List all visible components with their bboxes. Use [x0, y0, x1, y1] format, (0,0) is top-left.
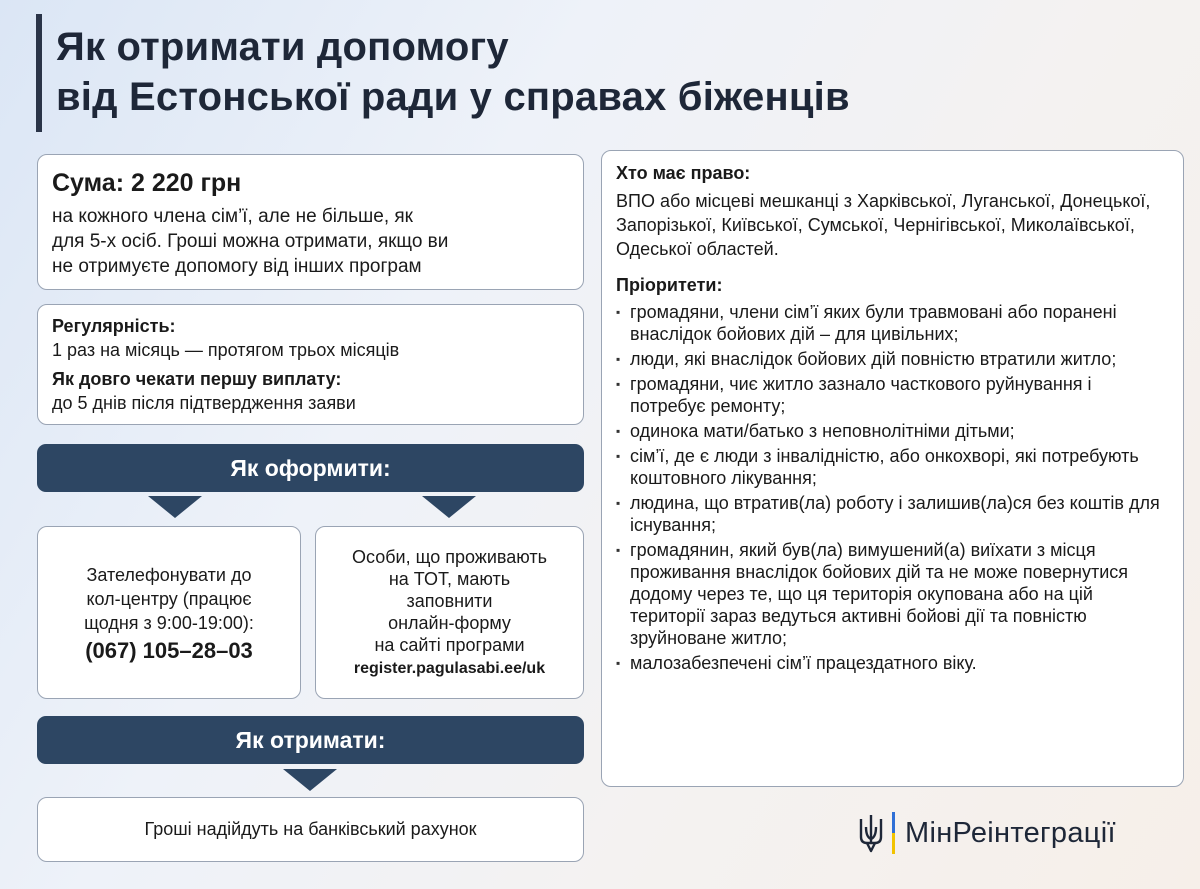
- tot-line2: на ТОТ, мають: [388, 568, 511, 589]
- wait-label: Як довго чекати першу виплату:: [52, 369, 342, 389]
- arrow-down-icon: [422, 496, 476, 518]
- amount-title: Сума: 2 220 грн: [52, 169, 242, 197]
- wait-value: до 5 днів після підтвердження заяви: [52, 393, 356, 413]
- page-title-line1: Як отримати допомогу: [56, 25, 509, 69]
- tot-line5: на сайті програми: [374, 634, 525, 655]
- regularity-value: 1 раз на місяць — протягом трьох місяців: [52, 340, 400, 360]
- priorities-title: Пріоритети:: [616, 275, 723, 295]
- tot-line4: онлайн-форму: [388, 612, 511, 633]
- list-item: ▪ сім’ї, де є люди з інвалідністю, або онкохворі, які потребують коштовного лікування;: [616, 445, 1169, 489]
- list-item: ▪ людина, що втратив(ла) роботу і залишив(ла)ся без коштів для існування;: [616, 492, 1169, 536]
- regularity-label: Регулярність:: [52, 316, 176, 336]
- eligibility-card: [601, 150, 1184, 787]
- eligibility-title: Хто має право:: [616, 163, 751, 183]
- ministry-name: МінРеінтеграції: [905, 816, 1116, 849]
- apply-banner: Як оформити:: [37, 444, 584, 492]
- arrow-down-icon: [283, 769, 337, 791]
- page-title-line2: від Естонської ради у справах біженців: [56, 75, 850, 119]
- list-item: ▪ люди, які внаслідок бойових дій повністю втратили житло;: [616, 348, 1169, 370]
- online-form-card: [315, 526, 584, 699]
- amount-line2: для 5-х осіб. Гроші можна отримати, якщо ви: [52, 231, 449, 252]
- amount-line1: на кожного члена сім’ї, але не більше, як: [52, 206, 413, 227]
- page-title: [56, 22, 850, 122]
- money-text: Гроші надійдуть на банківський рахунок: [144, 819, 477, 839]
- amount-line3: не отримуєте допомогу від інших програм: [52, 256, 422, 277]
- list-item: ▪ громадяни, члени сім’ї яких були травмовані або поранені внаслідок бойових дій – для цивільних;: [616, 301, 1169, 345]
- amount-card: [37, 154, 584, 290]
- title-accent-bar: [36, 14, 42, 132]
- program-website-link[interactable]: register.pagulasabi.ee/uk: [353, 659, 546, 677]
- regularity-card: [37, 304, 584, 425]
- eligibility-text: ВПО або місцеві мешканці з Харківської, Луганської, Донецької, Запорізької, Київської, Сумської, Чернігівської, Миколаївської, Одеської областей.: [616, 191, 1151, 259]
- list-item: ▪ малозабезпечені сім’ї працездатного віку.: [616, 652, 1169, 674]
- tot-line1: Особи, що проживають: [352, 546, 547, 567]
- list-item: ▪ громадяни, чиє житло зазнало часткового руйнування і потребує ремонту;: [616, 373, 1169, 417]
- tot-line3: заповнити: [406, 590, 493, 611]
- call-line3: щодня з 9:00-19:00):: [84, 612, 254, 633]
- list-item: ▪ одинока мати/батько з неповнолітніми дітьми;: [616, 420, 1169, 442]
- trident-icon: [858, 813, 884, 853]
- ministry-logo: [858, 808, 1116, 858]
- logo-divider: [892, 812, 895, 854]
- money-card: [37, 797, 584, 862]
- list-item: ▪ громадянин, який був(ла) вимушений(а) виїхати з місця проживання внаслідок бойових дій та не може повернутися додому через те, що ця територія окупована або на цій території зараз ведуться активні бойові дії та повністю зруйноване житло;: [616, 539, 1169, 649]
- call-center-card: [37, 526, 301, 699]
- arrow-down-icon: [148, 496, 202, 518]
- phone-number[interactable]: (067) 105–28–03: [85, 637, 253, 663]
- priorities-list: [616, 301, 1169, 674]
- call-line2: кол-центру (працює: [86, 588, 252, 609]
- receive-banner: Як отримати:: [37, 716, 584, 764]
- call-line1: Зателефонувати до: [86, 564, 252, 585]
